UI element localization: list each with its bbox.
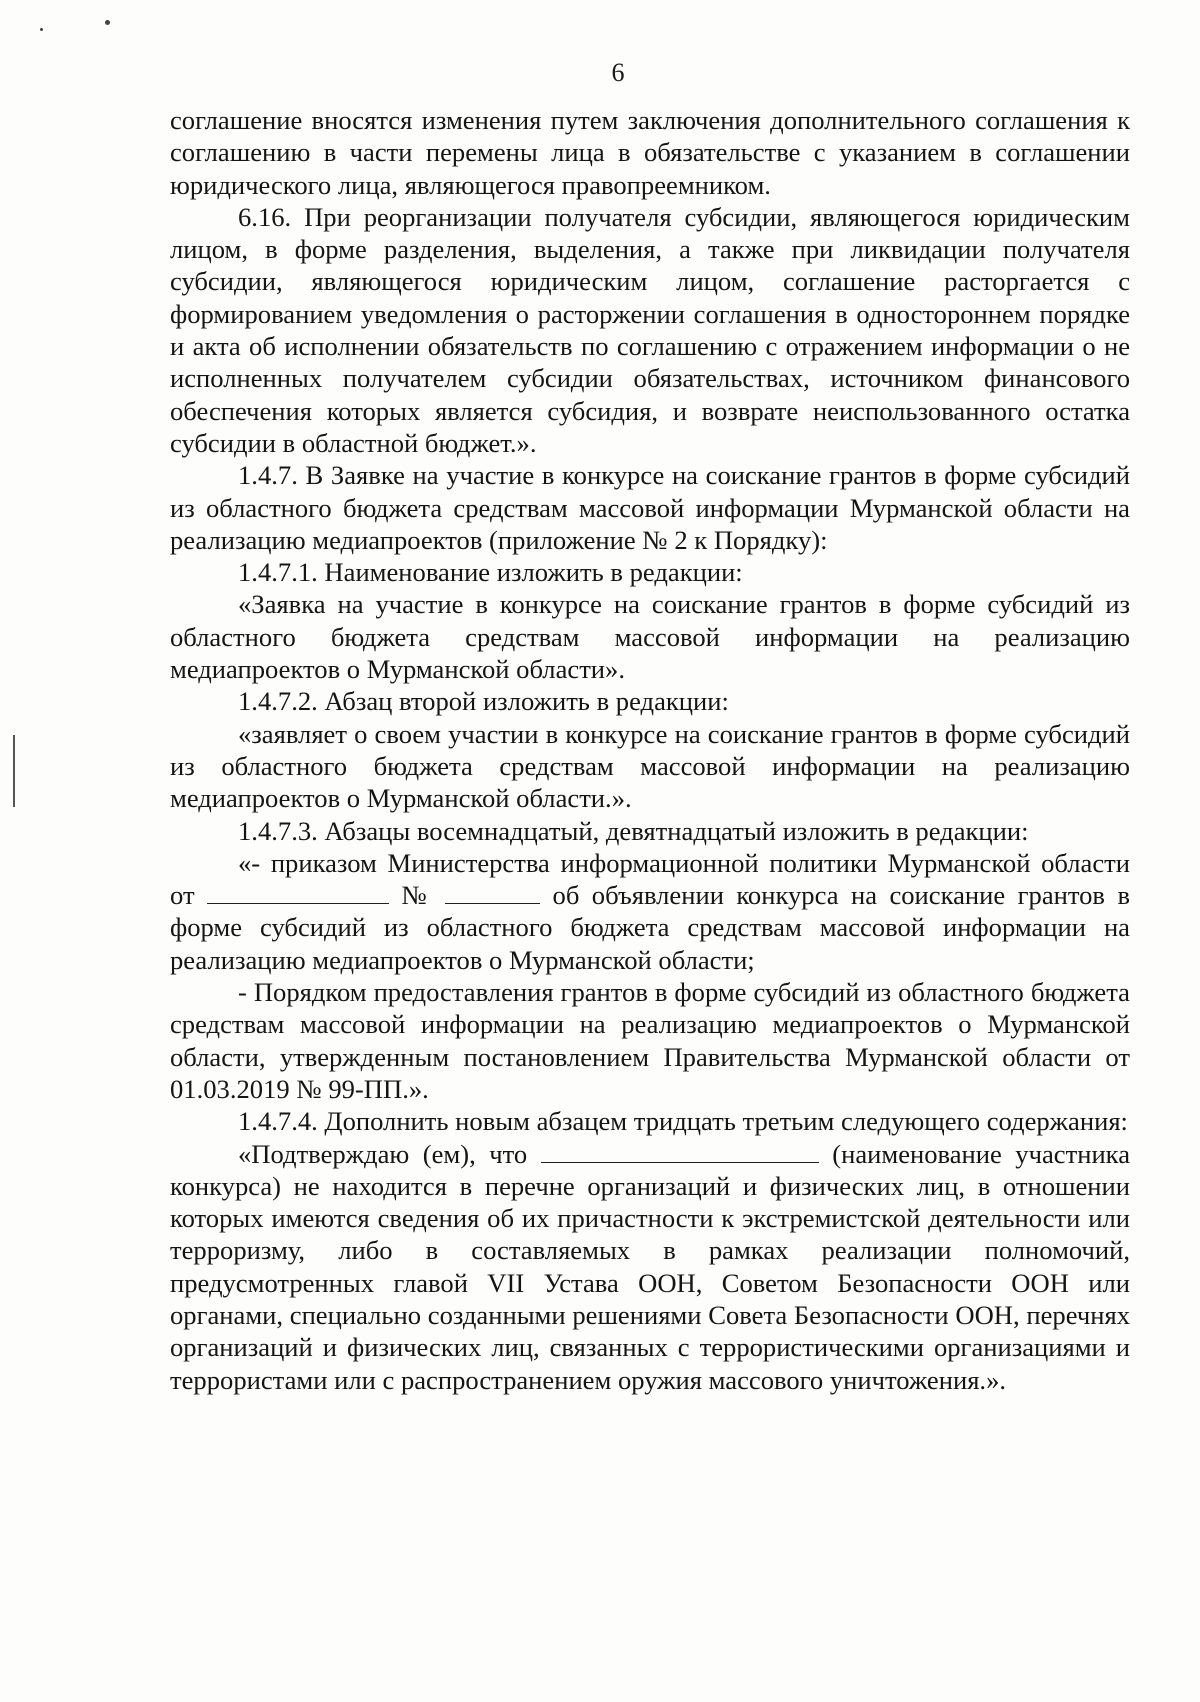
paragraph-p6 bbox=[170, 718, 1130, 815]
paragraph-text: соглашение вносятся изменения путем заключения дополнительного соглашения к соглашению в части перемены лица в обязательстве с указанием в соглашении юридического лица, являющегося правопреемником. bbox=[170, 105, 1130, 200]
paragraph-text: № bbox=[389, 880, 446, 911]
scan-speck bbox=[105, 20, 110, 25]
paragraph-p0 bbox=[170, 104, 1130, 201]
fill-in-blank bbox=[445, 881, 540, 904]
paragraph-p9 bbox=[170, 976, 1130, 1105]
paragraph-text: 1.4.7.2. Абзац второй изложить в редакции: bbox=[238, 686, 729, 717]
paragraph-p10 bbox=[170, 1105, 1130, 1137]
paragraph-p8 bbox=[170, 847, 1130, 976]
paragraph-p2 bbox=[170, 459, 1130, 556]
paragraph-text: «заявляет о своем участии в конкурсе на соискание грантов в форме субсидий из областного бюджета средствам массовой информации на реализацию медиапроектов о Мурманской области.». bbox=[170, 718, 1130, 814]
paragraph-p1 bbox=[170, 201, 1130, 459]
document-body bbox=[170, 104, 1130, 1396]
paragraph-text: «Заявка на участие в конкурсе на соискание грантов в форме субсидий из областного бюджета средствам массовой информации на реализацию медиапроектов о Мурманской области». bbox=[170, 589, 1130, 685]
paragraph-text: 1.4.7. В Заявке на участие в конкурсе на соискание грантов в форме субсидий из областного бюджета средствам массовой информации Мурманской области на реализацию медиапроектов (приложение № 2 к Порядку): bbox=[170, 460, 1130, 555]
paragraph-text: - Порядком предоставления грантов в форме субсидий из областного бюджета средствам массовой информации на реализацию медиапроектов о Мурманской области, утвержденным постановлением Правительства Мурманской области от 01.03.2019 № 99-ПП.». bbox=[170, 977, 1130, 1104]
paragraph-p11 bbox=[170, 1138, 1130, 1396]
paragraph-text: об объявлении конкурса на соискание грантов в форме субсидий из областного бюджета средствам массовой информации на реализацию медиапроектов о Мурманской области; bbox=[170, 880, 1130, 975]
fill-in-blank bbox=[541, 1140, 819, 1163]
paragraph-p4 bbox=[170, 588, 1130, 685]
scan-speck bbox=[40, 28, 43, 31]
paragraph-text: 1.4.7.3. Абзацы восемнадцатый, девятнадцатый изложить в редакции: bbox=[238, 815, 1029, 846]
fill-in-blank bbox=[207, 881, 389, 904]
paragraph-text: 6.16. При реорганизации получателя субсидии, являющегося юридическим лицом, в форме разделения, выделения, а также при ликвидации получателя субсидии, являющегося юридическим лицом, соглашение расторгается с формированием уведомления о расторжении соглашения в одностороннем порядке и акта об исполнении обязательств по соглашению с отражением информации о не исполненных получателем субсидии обязательствах, источником финансового обеспечения которых является субсидия, и возврате неиспользованного остатка субсидии в областной бюджет.». bbox=[170, 201, 1130, 458]
paragraph-text: «Подтверждаю (ем), что bbox=[238, 1138, 541, 1169]
paragraph-text: (наименование участника конкурса) не находится в перечне организаций и физических лиц, в отношении которых имеются сведения об их причастности к экстремистской деятельности или терроризму, либо в составляемых в рамках реализации полномочий, предусмотренных главой VII Устава ООН, Советом Безопасности ООН или органами, специально созданными решениями Совета Безопасности ООН, перечнях организаций и физических лиц, связанных с террористическими организациями и террористами или с распространением оружия массового уничтожения.». bbox=[170, 1138, 1130, 1395]
paragraph-text: 1.4.7.1. Наименование изложить в редакции: bbox=[238, 557, 743, 588]
paragraph-p3 bbox=[170, 556, 1130, 588]
page-number: 6 bbox=[611, 58, 625, 87]
paragraph-text: 1.4.7.4. Дополнить новым абзацем тридцать третьим следующего содержания: bbox=[238, 1106, 1128, 1137]
scan-edge-mark bbox=[13, 735, 15, 807]
paragraph-p7 bbox=[170, 815, 1130, 847]
paragraph-p5 bbox=[170, 685, 1130, 717]
paragraph-text: «- приказом Министерства информационной политики Мурманской области от bbox=[170, 847, 1130, 911]
